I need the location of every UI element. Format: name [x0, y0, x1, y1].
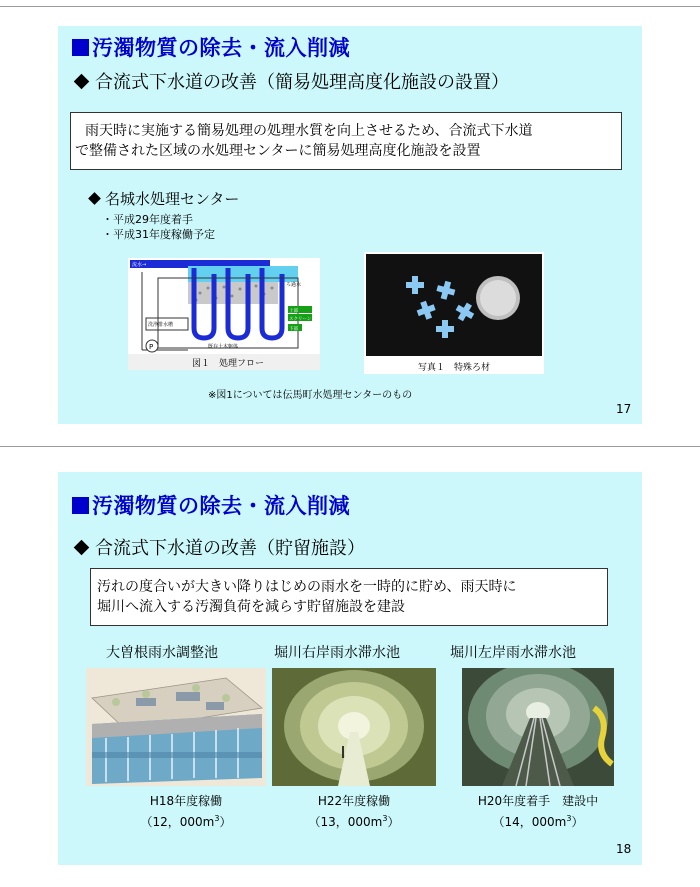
facility-status: H18年度稼働 — [149, 794, 223, 808]
facility-caption-left-bank — [462, 792, 614, 831]
capacity-value: （12，000m — [140, 815, 215, 829]
top-divider — [0, 6, 700, 7]
square-bullet-icon — [72, 497, 89, 514]
square-bullet-icon — [72, 39, 89, 56]
facility-capacity — [136, 810, 236, 831]
diamond-bullet-icon — [74, 539, 90, 555]
ozone-reservoir-image — [86, 668, 266, 786]
facility-capacity — [462, 810, 614, 831]
filter-media-svg — [364, 252, 544, 358]
diamond-bullet-icon — [88, 192, 101, 205]
section-heading-text: 名城水処理センター — [105, 190, 240, 208]
figure-caption: 図１ 処理フロー — [192, 359, 265, 369]
existing-structure-label: 既存土木躯体 — [208, 344, 239, 350]
slide-18 — [58, 472, 642, 865]
upper-label: 上部 — [289, 309, 298, 314]
left-bank-tunnel-image — [462, 668, 614, 786]
slide-title-text: 汚濁物質の除去・流入削減 — [92, 36, 350, 60]
page-number: 17 — [616, 402, 632, 416]
slide-subtitle — [72, 534, 365, 560]
slide-subtitle-text: 合流式下水道の改善（貯留施設） — [95, 538, 365, 559]
capacity-value: （14，000m — [492, 815, 567, 829]
description-box — [70, 112, 622, 170]
facility-status: H20年度着手 建設中 — [477, 794, 599, 808]
facility-capacity — [304, 810, 404, 831]
capacity-unit-superscript: 3 — [214, 814, 220, 823]
list-item: ・ 平成29年度着手 — [102, 212, 215, 227]
slide-title-text: 汚濁物質の除去・流入削減 — [92, 494, 350, 518]
reservoir-cutaway-svg — [86, 668, 266, 786]
facility-name-ozone: 大曽根雨水調整池 — [106, 645, 218, 661]
figure-note: ※図1については伝馬町水処理センターのもの — [208, 390, 413, 401]
page-number: 18 — [616, 842, 632, 856]
capacity-close: ） — [387, 815, 400, 829]
section-heading — [86, 188, 239, 209]
description-line-2: 堀川へ流入する汚濁負荷を減らす貯留施設を建設 — [97, 599, 405, 615]
slide-subtitle-text: 合流式下水道の改善（簡易処理高度化施設の設置） — [95, 72, 509, 93]
inflow-label: 流水→ — [132, 262, 147, 268]
capacity-close: ） — [571, 815, 584, 829]
capacity-close: ） — [219, 815, 232, 829]
process-flow-diagram — [128, 258, 320, 370]
slide-title — [72, 32, 350, 62]
pump-label: P — [149, 343, 154, 351]
facility-name-left-bank: 堀川左岸雨水滞水池 — [450, 645, 576, 661]
facility-caption-ozone — [136, 792, 236, 831]
process-flow-svg — [128, 258, 320, 370]
facility-caption-right-bank — [304, 792, 404, 831]
description-line-1: 汚れの度合いが大きい降りはじめの雨水を一時的に貯め、雨天時に — [97, 579, 517, 595]
slide-title — [72, 490, 350, 520]
capacity-unit-superscript: 3 — [566, 814, 572, 823]
facility-name-right-bank: 堀川右岸雨水滞水池 — [274, 645, 400, 661]
tank-label: 洗浄排水槽 — [148, 322, 174, 328]
filtered-label: ろ過水 — [286, 282, 302, 288]
screen-label: スクリーン — [289, 317, 312, 322]
slide-17 — [58, 26, 642, 424]
description-line-2: で整備された区域の水処理センターに簡易処理高度化施設を設置 — [75, 143, 481, 159]
diamond-bullet-icon — [74, 73, 90, 89]
schedule-list — [102, 212, 215, 242]
photo-caption: 写真１ 特殊ろ材 — [417, 363, 490, 373]
rail-tunnel-svg — [462, 668, 614, 786]
right-bank-tunnel-image — [272, 668, 436, 786]
slide-subtitle — [72, 68, 509, 94]
filter-media-photo — [364, 252, 544, 374]
description-box — [90, 568, 608, 626]
description-line-1: 雨天時に実施する簡易処理の処理水質を向上させるため、合流式下水道 — [85, 123, 533, 139]
facility-status: H22年度稼働 — [317, 794, 391, 808]
list-item: ・ 平成31年度稼働予定 — [102, 227, 215, 242]
middle-divider — [0, 446, 700, 447]
tunnel-svg — [272, 668, 436, 786]
capacity-value: （13，000m — [308, 815, 383, 829]
lower-label: 下部 — [289, 327, 298, 332]
capacity-unit-superscript: 3 — [382, 814, 388, 823]
